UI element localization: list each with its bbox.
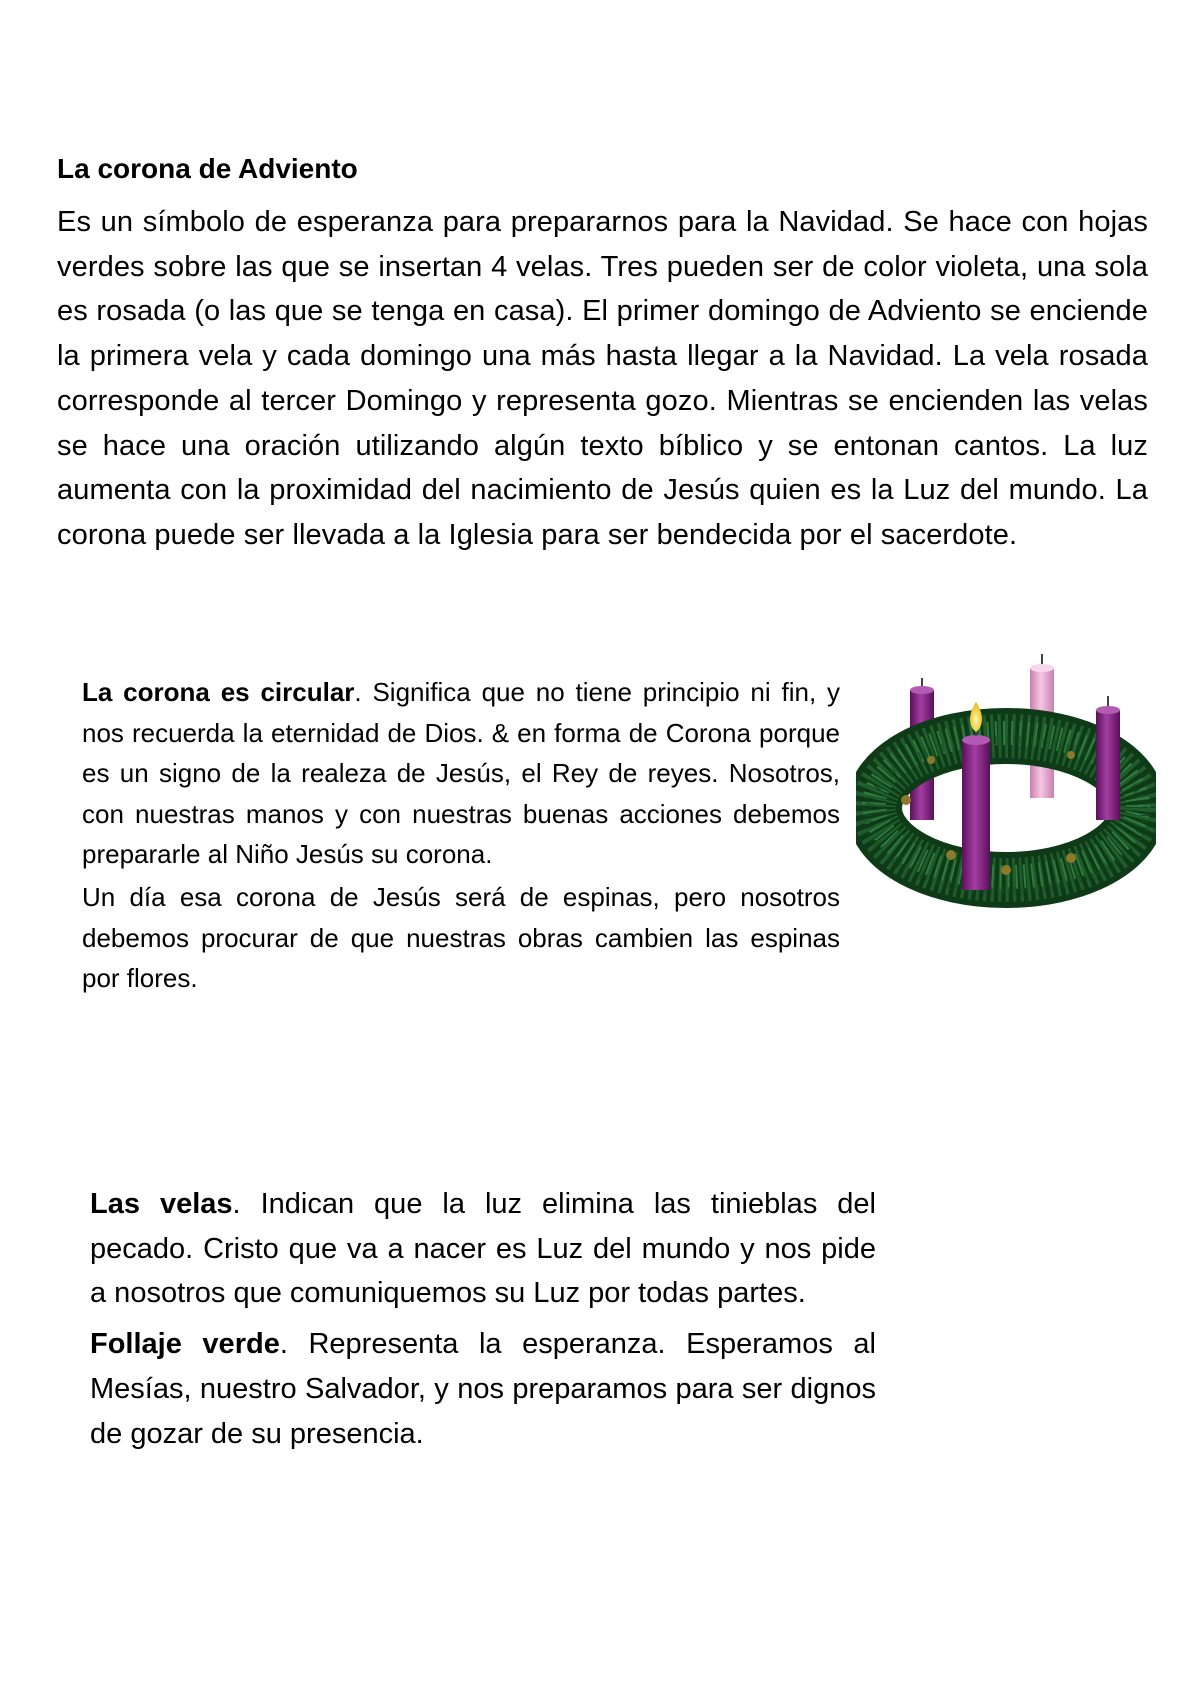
advent-wreath-image [856, 650, 1156, 940]
intro-paragraph: Es un símbolo de esperanza para prepararnos para la Navidad. Se hace con hojas verdes sobre las que se insertan 4 velas. Tres pueden ser de color violeta, una sola es rosada (o las que se tenga en casa). El primer domingo de Adviento se enciende la primera vela y cada domingo una más hasta llegar a la Navidad. La vela rosada corresponde al tercer Domingo y representa gozo. Mientras se encienden las velas se hace una oración utilizando algún texto bíblico y se entonan cantos. La luz aumenta con la proximidad del nacimiento de Jesús quien es la Luz del mundo. La corona puede ser llevada a la Iglesia para ser bendecida por el sacerdote. [57, 206, 1148, 551]
document-title: La corona de Adviento [57, 153, 358, 184]
circle-paragraph [82, 672, 840, 875]
right-violet-candle [1096, 696, 1120, 820]
thorns-paragraph: Un día esa corona de Jesús será de espinas, pero nosotros debemos procurar de que nuestras obras cambien las espinas por flores. [82, 881, 840, 994]
circle-heading: La corona es circular [82, 677, 355, 707]
candles-paragraph [90, 1182, 876, 1316]
foliage-text: . Representa la esperanza. Esperamos al Mesías, nuestro Salvador, y nos preparamos para ser dignos de gozar de su presencia. [90, 1328, 876, 1450]
circle-section [82, 672, 840, 1001]
lower-section [90, 1182, 876, 1462]
foliage-paragraph [90, 1322, 876, 1456]
foliage-heading: Follaje verde [90, 1328, 280, 1361]
candles-heading: Las velas [90, 1188, 233, 1220]
candles-text: . Indican que la luz elimina las tinieblas del pecado. Cristo que va a nacer es Luz del mundo y nos pide a nosotros que comuniquemos su Luz por todas partes. [90, 1188, 876, 1310]
advent-wreath-icon [856, 650, 1156, 940]
circle-text: . Significa que no tiene principio ni fin, y nos recuerda la eternidad de Dios. & en forma de Corona porque es un signo de la realeza de Jesús, el Rey de reyes. Nosotros, con nuestras manos y con nuestras buenas acciones debemos prepararle al Niño Jesús su corona. [82, 677, 841, 870]
